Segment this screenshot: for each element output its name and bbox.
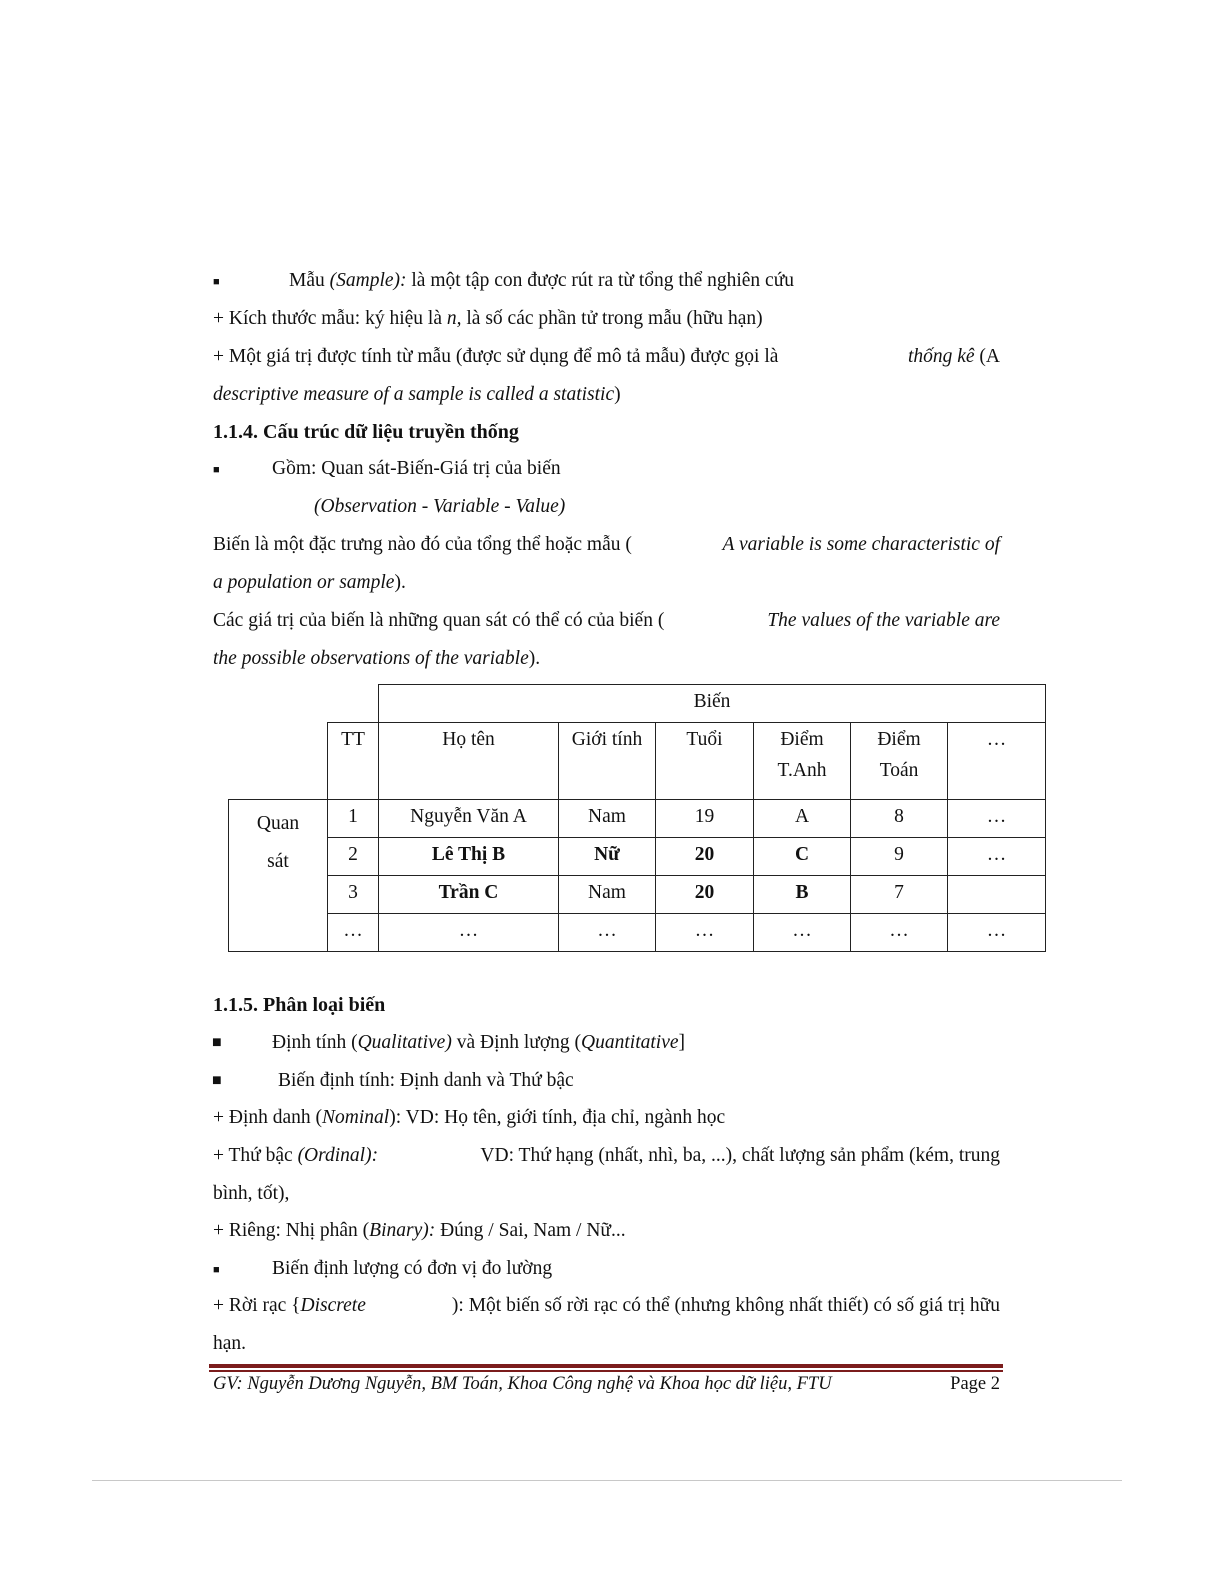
statistic-line-2: descriptive measure of a sample is called a statistic) — [213, 384, 621, 405]
structure-english: (Observation - Variable - Value) — [314, 496, 566, 517]
bullet-icon: ■ — [212, 1034, 222, 1051]
bullet-icon: ■ — [212, 1072, 222, 1089]
column-header: Giới tính — [559, 723, 656, 800]
section-heading-114: 1.1.4. Cấu trúc dữ liệu truyền thống — [213, 421, 519, 443]
table-row: Quan sát 1 Nguyễn Văn A Nam 19 A 8 … — [229, 800, 1046, 838]
column-header: Họ tên — [379, 723, 559, 800]
discrete-line-1: + Rời rạc {Discrete ): Một biến số rời rạc có thể (nhưng không nhất thiết) có số giá trị hữu — [213, 1295, 1000, 1316]
table-row: 2 Lê Thị B Nữ 20 C 9 … — [229, 838, 1046, 876]
nominal-line: + Định danh (Nominal): VD: Họ tên, giới tính, địa chỉ, ngành học — [213, 1107, 726, 1128]
variable-header: Biến — [379, 685, 1046, 723]
bullet-icon: ■ — [213, 276, 220, 288]
column-header: Điểm T.Anh — [754, 723, 851, 800]
sample-line: Mẫu (Sample): là một tập con được rút ra từ tổng thể nghiên cứu — [289, 270, 795, 291]
bullet-icon: ■ — [213, 1264, 220, 1276]
page-footer — [213, 1374, 1000, 1395]
data-structure-table — [228, 684, 1046, 952]
column-header: Điểm Toán — [851, 723, 948, 800]
column-header: … — [948, 723, 1046, 800]
table-row: … … … … … … … — [229, 914, 1046, 952]
bullet-icon: ■ — [213, 464, 220, 476]
column-header: Tuổi — [656, 723, 754, 800]
footer-rule — [209, 1364, 1003, 1368]
values-def-line-1: Các giá trị của biến là những quan sát có thể có của biến ( The values of the variable are — [213, 610, 1000, 631]
qual-quant-bullet: Định tính (Qualitative) và Định lượng (Quantitative] — [272, 1032, 686, 1053]
ordinal-line-2: bình, tốt), — [213, 1183, 290, 1204]
footer-author: GV: Nguyễn Dương Nguyễn, BM Toán, Khoa Công nghệ và Khoa học dữ liệu, FTU — [213, 1374, 832, 1394]
binary-line: + Riêng: Nhị phân (Binary): Đúng / Sai, Nam / Nữ... — [213, 1220, 626, 1241]
page-divider — [92, 1480, 1122, 1481]
footer-rule-thin — [209, 1370, 1003, 1372]
sample-size-line: + Kích thước mẫu: ký hiệu là n, là số các phần tử trong mẫu (hữu hạn) — [213, 308, 763, 329]
values-def-line-2: the possible observations of the variable). — [213, 648, 541, 669]
section-heading-115: 1.1.5. Phân loại biến — [213, 994, 386, 1016]
structure-bullet: Gồm: Quan sát-Biến-Giá trị của biến — [272, 458, 561, 479]
ordinal-line-1: + Thứ bậc (Ordinal): VD: Thứ hạng (nhất, nhì, ba, ...), chất lượng sản phẩm (kém, trung — [213, 1145, 1000, 1166]
variable-def-line-2: a population or sample). — [213, 572, 406, 593]
variable-def-line-1: Biến là một đặc trưng nào đó của tổng thể hoặc mẫu ( A variable is some characteristic of — [213, 534, 1000, 555]
quantitative-bullet: Biến định lượng có đơn vị đo lường — [272, 1258, 553, 1279]
page-number: Page 2 — [950, 1374, 1000, 1394]
statistic-line-1: + Một giá trị được tính từ mẫu (được sử dụng để mô tả mẫu) được gọi là thống kê (A — [213, 346, 1000, 367]
column-header: TT — [328, 723, 379, 800]
table-row: 3 Trần C Nam 20 B 7 — [229, 876, 1046, 914]
discrete-line-2: hạn. — [213, 1333, 247, 1354]
row-group-label: Quan sát — [229, 800, 328, 952]
qualitative-bullet: Biến định tính: Định danh và Thứ bậc — [278, 1070, 574, 1091]
